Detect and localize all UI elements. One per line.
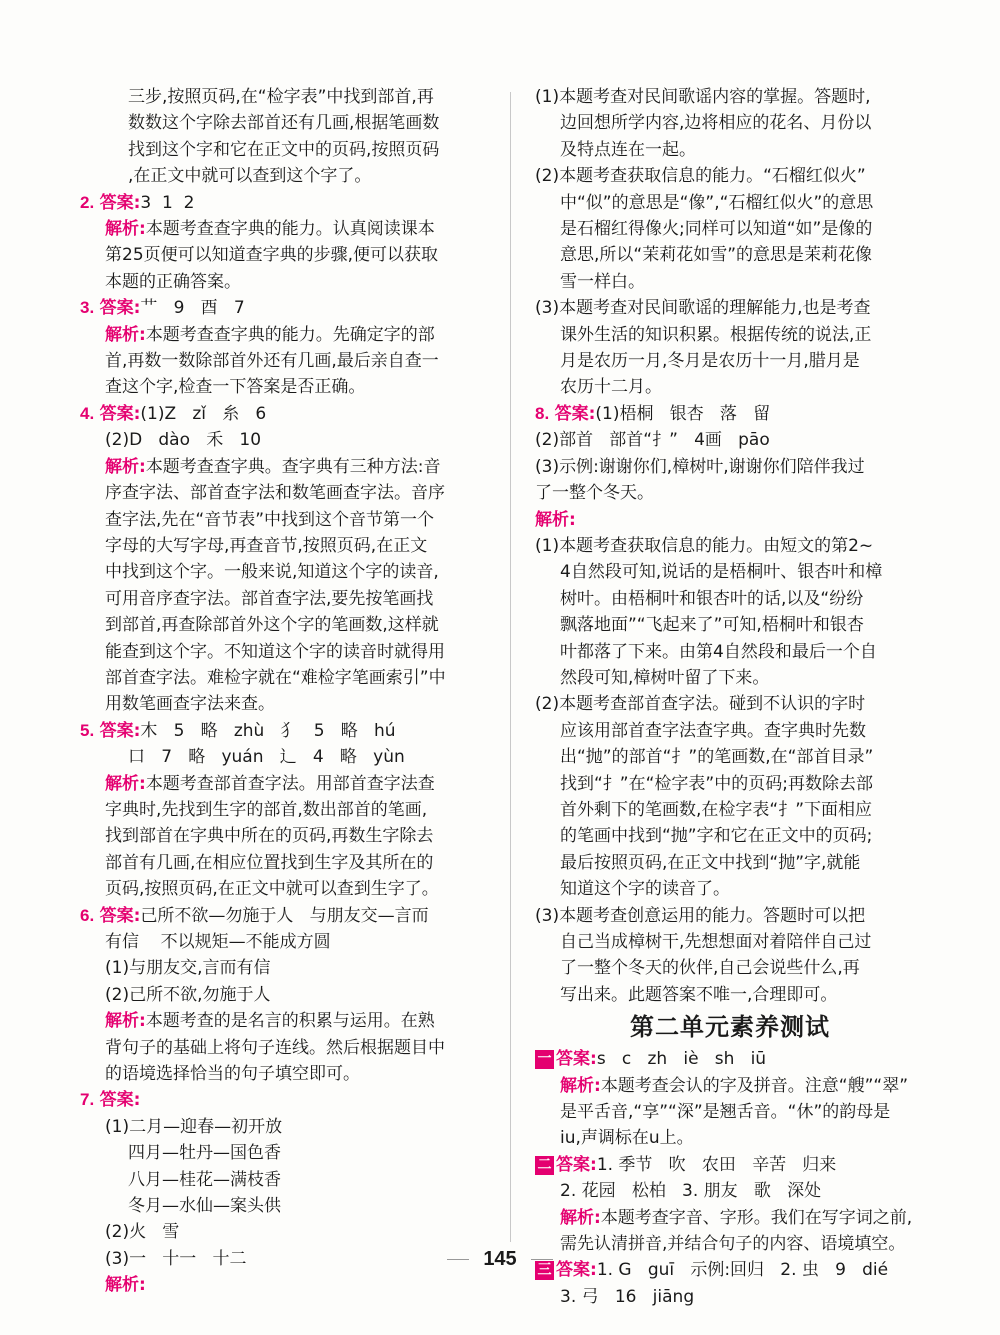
line-text: 木 5 略 zhù 犭 5 略 hú	[140, 720, 396, 741]
text-line	[535, 1046, 925, 1072]
page-number: 145	[483, 1248, 517, 1270]
line-text: (1)本题考查获取信息的能力。由短文的第2~	[535, 535, 874, 556]
line-text: 出“抛”的部首“扌”的笔画数,在“部首目录”	[560, 747, 874, 768]
line-text: 飘落地面”“飞起来了”可知,梧桐叶和银杏	[560, 615, 864, 636]
answer-label: 答案:	[99, 298, 141, 319]
line-text: 是石榴红得像火;同样可以知道“如”是像的	[560, 219, 873, 240]
text-line	[535, 269, 925, 295]
text-line	[535, 1125, 925, 1151]
line-text: 的语境选择恰当的句子填空即可。	[105, 1064, 360, 1085]
text-line	[535, 1284, 925, 1310]
text-line	[80, 1140, 495, 1166]
line-text: 是平舌音,“享”“深”是翘舌音。“休”的韵母是	[560, 1102, 891, 1123]
text-line	[80, 797, 495, 823]
text-line	[535, 929, 925, 955]
line-text: (1)梧桐 银杏 落 留	[595, 403, 771, 424]
text-line	[535, 1178, 925, 1204]
text-line	[535, 586, 925, 612]
question-number: 2.	[80, 192, 95, 212]
line-text: 知道这个字的读音了。	[560, 879, 730, 900]
text-line	[80, 955, 495, 981]
line-text: 1. 季节 吹 农田 辛苦 归来	[596, 1154, 837, 1175]
answer-label: 答案:	[556, 1049, 597, 1070]
line-text: 找到这个字和它在正文中的页码,按照页码	[128, 139, 440, 160]
text-line	[80, 427, 495, 453]
line-text: 就可以查到这个字了。	[201, 166, 372, 187]
line-text: 背句子的基础上将句子连线。然后根据题目中	[105, 1037, 445, 1058]
line-text: 查这个字,检查一下答案是否正确。	[105, 377, 366, 398]
question-number: 3.	[80, 298, 95, 318]
text-line	[535, 744, 925, 770]
line-text: (3)一 十一 十二	[105, 1248, 247, 1269]
line-text: (2)本题考查获取信息的能力。“石榴红似火”	[535, 166, 866, 187]
line-text: 及特点连在一起。	[560, 139, 696, 160]
text-line	[80, 269, 495, 295]
text-line	[535, 348, 925, 374]
line-text: 找到“扌”在“检字表”中的页码;再数除去部	[560, 773, 873, 794]
line-text: 查字法,先在“音节表”中找到这个音节第一个	[105, 509, 435, 530]
line-text: 己所不欲—勿施于人 与朋友交—言而	[140, 905, 429, 926]
line-text: 部首有几画,在相应位置找到生字及其所在的	[105, 852, 434, 873]
text-line	[80, 1167, 495, 1193]
text-line	[80, 137, 495, 163]
text-line	[80, 1087, 495, 1113]
line-text: 部首查字法。难检字就在“难检字笔画索引”中	[105, 667, 446, 688]
section-number-box: 二	[535, 1156, 554, 1175]
line-prefix: ,在正文中	[128, 166, 202, 187]
text-line	[80, 1008, 495, 1034]
text-line	[535, 1099, 925, 1125]
text-line	[80, 1035, 495, 1061]
line-text: 了一整个冬天的伙伴,自己会说些什么,再	[560, 958, 860, 979]
line-text: 艹 9 酉 7	[140, 298, 245, 319]
text-line	[535, 454, 925, 480]
text-line	[535, 216, 925, 242]
text-line	[80, 1114, 495, 1140]
text-line	[535, 691, 925, 717]
text-line	[80, 559, 495, 585]
line-text: 写出来。此题答案不唯一,合理即可。	[560, 984, 838, 1005]
footer-dash-right	[531, 1259, 553, 1260]
right-column	[535, 84, 925, 1310]
line-text: 第25页便可以知道查字典的步骤,便可以获取	[105, 245, 439, 266]
answer-label: 答案:	[554, 403, 596, 424]
line-text: (1)本题考查对民间歌谣内容的掌握。答题时,	[535, 87, 871, 107]
line-text: 到部首,再查除部首外这个字的笔画数,这样就	[105, 615, 439, 636]
text-line	[535, 612, 925, 638]
analysis-label: 解析:	[105, 1275, 146, 1296]
text-line	[80, 744, 495, 770]
text-line	[80, 691, 495, 717]
line-text: 冬月—水仙—案头供	[128, 1196, 281, 1217]
line-text: 2. 花园 松柏 3. 朋友 歌 深处	[560, 1181, 822, 1202]
text-line	[80, 163, 495, 189]
line-text: 最后按照页码,在正文中找到“抛”字,就能	[560, 852, 861, 873]
text-line	[80, 1219, 495, 1245]
line-text: (1)与朋友交,言而有信	[105, 958, 271, 979]
line-text: 找到部首在字典中所在的页码,再数生字除去	[105, 826, 434, 847]
text-line	[80, 982, 495, 1008]
line-text: (2)火 雪	[105, 1222, 180, 1243]
text-line	[535, 1152, 925, 1178]
text-line	[535, 374, 925, 400]
line-text: 意思,所以“茉莉花如雪”的意思是茉莉花像	[560, 245, 873, 266]
line-text: 自己当成樟树干,先想想面对着陪伴自己过	[560, 932, 872, 952]
text-line	[535, 163, 925, 189]
text-line	[535, 982, 925, 1008]
text-line	[80, 242, 495, 268]
line-text: 八月—桂花—满枝香	[128, 1169, 281, 1190]
line-text: 4自然段可知,说话的是梧桐叶、银杏叶和樟	[560, 562, 883, 583]
text-line	[535, 427, 925, 453]
text-line	[535, 322, 925, 348]
text-line	[535, 137, 925, 163]
text-line	[535, 190, 925, 216]
analysis-label: 解析:	[560, 1207, 601, 1228]
line-text: 需先认清拼音,并结合句子的内容、语境填空。	[560, 1234, 906, 1255]
text-line	[535, 1205, 925, 1231]
section-title: 第二单元素养测试	[630, 1013, 830, 1042]
line-text: 然段可知,樟树叶留了下来。	[560, 667, 770, 688]
text-line	[80, 216, 495, 242]
text-line	[535, 850, 925, 876]
text-line	[535, 639, 925, 665]
text-line	[535, 242, 925, 268]
section-number-box: 一	[535, 1050, 554, 1069]
line-text: 首外剩下的笔画数,在检字表“扌”下面相应	[560, 799, 873, 820]
text-line	[80, 348, 495, 374]
line-text: 雪一样白。	[560, 271, 645, 292]
footer-dash-left	[447, 1259, 469, 1260]
text-line	[80, 823, 495, 849]
line-text: 中“似”的意思是“像”,“石榴红似火”的意思	[560, 192, 874, 213]
line-text: 本题考查会认的字及拼音。注意“艘”“翠”	[600, 1075, 909, 1096]
text-line	[80, 771, 495, 797]
line-text: 数数这个字除去部首还有几画,根据笔画数	[128, 113, 440, 134]
line-text: 课外生活的知识积累。根据传统的说法,正	[560, 324, 872, 345]
left-column	[80, 84, 495, 1299]
line-text: (1)二月—迎春—初开放	[105, 1116, 283, 1137]
line-text: (2)己所不欲,勿施于人	[105, 984, 271, 1005]
text-line	[80, 374, 495, 400]
line-text: 3 1 2	[140, 192, 195, 213]
line-text: 字典时,先找到生字的部首,数出部首的笔画,	[105, 799, 428, 820]
line-text: 中找到这个字。一般来说,知道这个字的读音,	[105, 562, 439, 583]
text-line	[535, 876, 925, 902]
line-text: 本题考查查字典。查字典有三种方法:音	[145, 456, 441, 477]
analysis-label: 解析:	[105, 1011, 146, 1032]
answer-label: 答案:	[99, 905, 141, 926]
analysis-label: 解析:	[560, 1075, 601, 1096]
line-text: 树叶。由梧桐叶和银杏叶的话,以及“纷纷	[560, 588, 864, 609]
line-text: 口 7 略 yuán 辶 4 略 yùn	[128, 747, 405, 768]
line-text: 了一整个冬天。	[535, 483, 654, 504]
line-text: 应该用部首查字法查字典。查字典时先数	[560, 720, 866, 741]
analysis-label: 解析:	[535, 509, 576, 530]
answer-label: 答案:	[99, 1090, 141, 1111]
line-text: 可用音序查字法。部首查字法,要先按笔画找	[105, 588, 434, 609]
line-text: (2)D dào 禾 10	[105, 430, 262, 451]
text-line	[80, 454, 495, 480]
line-text: 本题考查查字典的能力。先确定字的部	[145, 324, 435, 345]
line-text: 本题考查查字典的能力。认真阅读课本	[145, 219, 435, 240]
text-line	[80, 322, 495, 348]
line-text: 本题考查的是名言的积累与运用。在熟	[145, 1011, 435, 1032]
text-line	[80, 110, 495, 136]
text-line	[535, 665, 925, 691]
line-text: 的笔画中找到“抛”字和它在正文中的页码;	[560, 826, 873, 847]
line-text: 1. G guī 示例:回归 2. 虫 9 dié	[596, 1260, 889, 1281]
text-line	[535, 1073, 925, 1099]
question-number: 5.	[80, 720, 95, 740]
page-footer	[0, 1248, 1000, 1271]
line-text: 本题考查部首查字法。用部首查字法查	[145, 773, 435, 794]
text-line	[535, 718, 925, 744]
line-text: 用数笔画查字法来查。	[105, 694, 275, 715]
question-number: 7.	[80, 1090, 95, 1110]
text-line	[80, 1061, 495, 1087]
question-number: 6.	[80, 905, 95, 925]
column-divider	[510, 92, 511, 1242]
text-line	[535, 480, 925, 506]
line-text: 月是农历一月,冬月是农历十一月,腊月是	[560, 351, 860, 372]
line-text: (2)部首 部首“扌” 4画 pāo	[535, 430, 770, 451]
line-text: (3)示例:谢谢你们,樟树叶,谢谢你们陪伴我过	[535, 456, 865, 477]
text-line	[535, 401, 925, 427]
text-line	[535, 797, 925, 823]
line-text: 页码,按照页码,在正文中就可以查到生字了。	[105, 879, 439, 900]
line-text: (2)本题考查部首查字法。碰到不认识的字时	[535, 694, 866, 715]
analysis-label: 解析:	[105, 456, 146, 477]
text-line	[535, 771, 925, 797]
text-line	[80, 480, 495, 506]
line-text: 能查到这个字。不知道这个字的读音时就得用	[105, 641, 445, 662]
answer-label: 答案:	[99, 192, 141, 213]
text-line	[80, 612, 495, 638]
text-line	[80, 665, 495, 691]
line-text: 边回想所学内容,边将相应的花名、月份以	[560, 113, 872, 134]
text-line	[80, 190, 495, 216]
section-number-box: 三	[535, 1261, 554, 1280]
text-line	[80, 1193, 495, 1219]
text-line	[80, 876, 495, 902]
answer-label: 答案:	[99, 403, 141, 424]
text-line	[535, 559, 925, 585]
answer-label: 答案:	[556, 1154, 597, 1175]
line-text: 字母的大写字母,再查音节,按照页码,在正文	[105, 535, 428, 556]
question-number: 8.	[535, 403, 550, 423]
line-text: 首,再数一数除部首外还有几画,最后亲自查一	[105, 351, 439, 372]
line-text: 序查字法、部首查字法和数笔画查字法。音序	[105, 483, 445, 504]
text-line	[80, 401, 495, 427]
text-line	[80, 84, 495, 110]
text-line	[80, 507, 495, 533]
text-line	[535, 507, 925, 533]
text-line	[80, 639, 495, 665]
text-line	[535, 84, 925, 110]
line-text: s c zh iè sh iū	[596, 1049, 767, 1070]
line-text: 四月—牡丹—国色香	[128, 1143, 281, 1164]
text-line	[535, 955, 925, 981]
line-text: (3)本题考查对民间歌谣的理解能力,也是考查	[535, 298, 871, 319]
text-line	[535, 110, 925, 136]
line-text: iu,声调标在u上。	[560, 1128, 694, 1149]
text-line	[80, 929, 495, 955]
line-text: (1)Z zǐ 糸 6	[140, 403, 267, 424]
line-text: 叶都落了下来。由第4自然段和最后一个自	[560, 641, 877, 662]
text-line	[80, 1272, 495, 1298]
text-line	[80, 850, 495, 876]
text-line	[80, 718, 495, 744]
line-text: 本题考查字音、字形。我们在写字词之前,	[600, 1207, 913, 1228]
text-line	[80, 295, 495, 321]
text-line	[535, 533, 925, 559]
analysis-label: 解析:	[105, 219, 146, 240]
analysis-label: 解析:	[105, 773, 146, 794]
text-line	[80, 903, 495, 929]
line-text: 农历十二月。	[560, 377, 662, 398]
answer-label: 答案:	[99, 720, 141, 741]
text-line	[535, 903, 925, 929]
analysis-label: 解析:	[105, 324, 146, 345]
text-line	[80, 586, 495, 612]
text-line	[535, 823, 925, 849]
answer-label: 答案:	[556, 1260, 597, 1281]
line-text: 本题的正确答案。	[105, 271, 241, 292]
question-number: 4.	[80, 403, 95, 423]
line-text: 3. 弓 16 jiāng	[560, 1286, 695, 1307]
line-text: 三步,按照页码,在“检字表”中找到部首,再	[128, 87, 434, 107]
text-line	[80, 533, 495, 559]
text-line	[535, 295, 925, 321]
line-text: (3)本题考查创意运用的能力。答题时可以把	[535, 905, 866, 926]
line-text: 有信 不以规矩—不能成方圆	[105, 932, 331, 952]
